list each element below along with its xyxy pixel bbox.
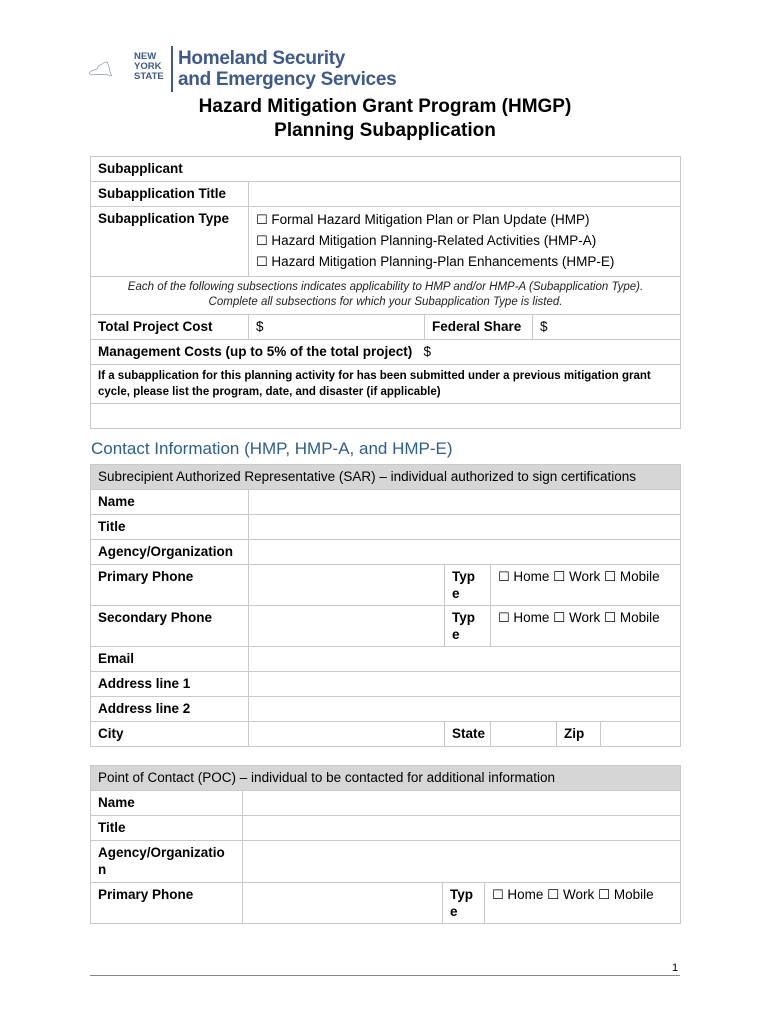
type-label-a: Typ [452,610,475,625]
federal-share-label: Federal Share [425,315,533,340]
poc-agency-field[interactable] [243,841,681,883]
federal-share-field[interactable] [533,315,681,340]
sar-email-label: Email [91,647,249,672]
sar-primary-type-options[interactable] [491,565,681,606]
checkbox-icon[interactable]: ☐ [256,213,268,228]
type-label-a: Typ [452,569,475,584]
poc-type-label [443,883,485,924]
sar-secondary-phone-field[interactable] [249,606,445,647]
poc-primary-phone-label: Primary Phone [91,883,243,924]
sar-agency-label: Agency/Organization [91,540,249,565]
dollar-sign: $ [423,344,432,359]
poc-agency-label [91,841,243,883]
sar-header: Subrecipient Authorized Representative (SAR) – individual authorized to sign certifications [91,465,681,490]
agency-line-1: Homeland Security [178,48,346,69]
logo-divider [171,46,173,92]
agency-name [178,48,396,90]
sar-title-field[interactable] [249,515,681,540]
page-subtitle: Planning Subapplication [274,120,496,141]
poc-header: Point of Contact (POC) – individual to be contacted for additional information [91,766,681,791]
sar-state-label: State [445,722,491,747]
subapplicant-label: Subapplicant [91,157,681,182]
poc-table [90,765,681,924]
type-label-b: e [450,904,458,919]
sar-primary-phone-label: Primary Phone [91,565,249,606]
type-hmp-label: Formal Hazard Mitigation Plan or Plan Update (HMP) [271,212,590,227]
note-line-1: Each of the following subsections indicates applicability to HMP and/or HMP-A (Subapplication Type). [127,281,644,293]
sar-secondary-phone-label: Secondary Phone [91,606,249,647]
sar-secondary-type-options[interactable] [491,606,681,647]
type-option-hmp-a[interactable] [256,231,673,252]
agency-line-2: and Emergency Services [178,69,397,90]
ny-line-3: STATE [134,71,164,82]
page-title: Hazard Mitigation Grant Program (HMGP) [198,96,572,117]
sar-agency-field[interactable] [249,540,681,565]
sar-address1-field[interactable] [249,672,681,697]
ny-line-2: YORK [134,61,162,72]
phone-options-label: Home ☐ Work ☐ Mobile [513,610,660,625]
sar-address2-field[interactable] [249,697,681,722]
subapplication-title-label: Subapplication Title [91,182,249,207]
subapplication-table [90,156,681,429]
contact-info-heading: Contact Information (HMP, HMP-A, and HMP-E) [91,439,453,458]
sar-address1-label: Address line 1 [91,672,249,697]
type-hmp-e-label: Hazard Mitigation Planning-Plan Enhancements (HMP-E) [271,254,615,269]
checkbox-icon[interactable]: ☐ [256,234,268,249]
phone-options-label: Home ☐ Work ☐ Mobile [507,887,654,902]
previous-submission-field[interactable] [91,404,681,429]
type-option-hmp-e[interactable] [256,252,673,273]
sar-primary-type-label [445,565,491,606]
agency-label-b: n [98,862,107,877]
management-costs-row[interactable] [91,340,681,365]
sar-zip-label: Zip [557,722,601,747]
dollar-sign: $ [540,319,548,334]
poc-name-label: Name [91,791,243,816]
sar-address2-label: Address line 2 [91,697,249,722]
sar-name-label: Name [91,490,249,515]
ny-line-1: NEW [134,51,157,62]
total-project-cost-field[interactable] [249,315,425,340]
checkbox-icon[interactable]: ☐ [498,611,510,626]
subapplication-type-label: Subapplication Type [91,207,249,277]
note-line-2: Complete all subsections for which your Subapplication Type is listed. [208,296,563,308]
ny-state-wordmark [134,52,164,82]
sar-secondary-type-label [445,606,491,647]
sar-state-field[interactable] [491,722,557,747]
sar-city-label: City [91,722,249,747]
subapplication-type-options [249,207,681,277]
phone-options-label: Home ☐ Work ☐ Mobile [513,569,660,584]
total-project-cost-label: Total Project Cost [91,315,249,340]
sar-zip-field[interactable] [601,722,681,747]
poc-primary-phone-field[interactable] [243,883,443,924]
poc-title-label: Title [91,816,243,841]
footer-rule [90,975,680,976]
management-costs-label: Management Costs (up to 5% of the total project) [98,344,413,359]
poc-name-field[interactable] [243,791,681,816]
sar-name-field[interactable] [249,490,681,515]
subapplication-title-field[interactable] [249,182,681,207]
checkbox-icon[interactable]: ☐ [492,888,504,903]
poc-type-options[interactable] [485,883,681,924]
dollar-sign: $ [256,319,264,334]
checkbox-icon[interactable]: ☐ [256,255,268,270]
page-number: 1 [672,962,679,974]
sar-email-field[interactable] [249,647,681,672]
previous-submission-note: If a subapplication for this planning activity for has been submitted under a previous mitigation grant cycle, please list the program, date, and disaster (if applicable) [91,365,681,404]
type-label-b: e [452,627,460,642]
sar-primary-phone-field[interactable] [249,565,445,606]
applicability-note [91,277,681,315]
type-label-b: e [452,586,460,601]
checkbox-icon[interactable]: ☐ [498,570,510,585]
poc-title-field[interactable] [243,816,681,841]
type-label-a: Typ [450,887,473,902]
type-hmp-a-label: Hazard Mitigation Planning-Related Activities (HMP-A) [271,233,597,248]
ny-state-map-logo [88,44,178,96]
type-option-hmp[interactable] [256,210,673,231]
agency-label-a: Agency/Organizatio [98,845,225,860]
sar-title-label: Title [91,515,249,540]
sar-table [90,464,681,747]
sar-city-field[interactable] [249,722,445,747]
